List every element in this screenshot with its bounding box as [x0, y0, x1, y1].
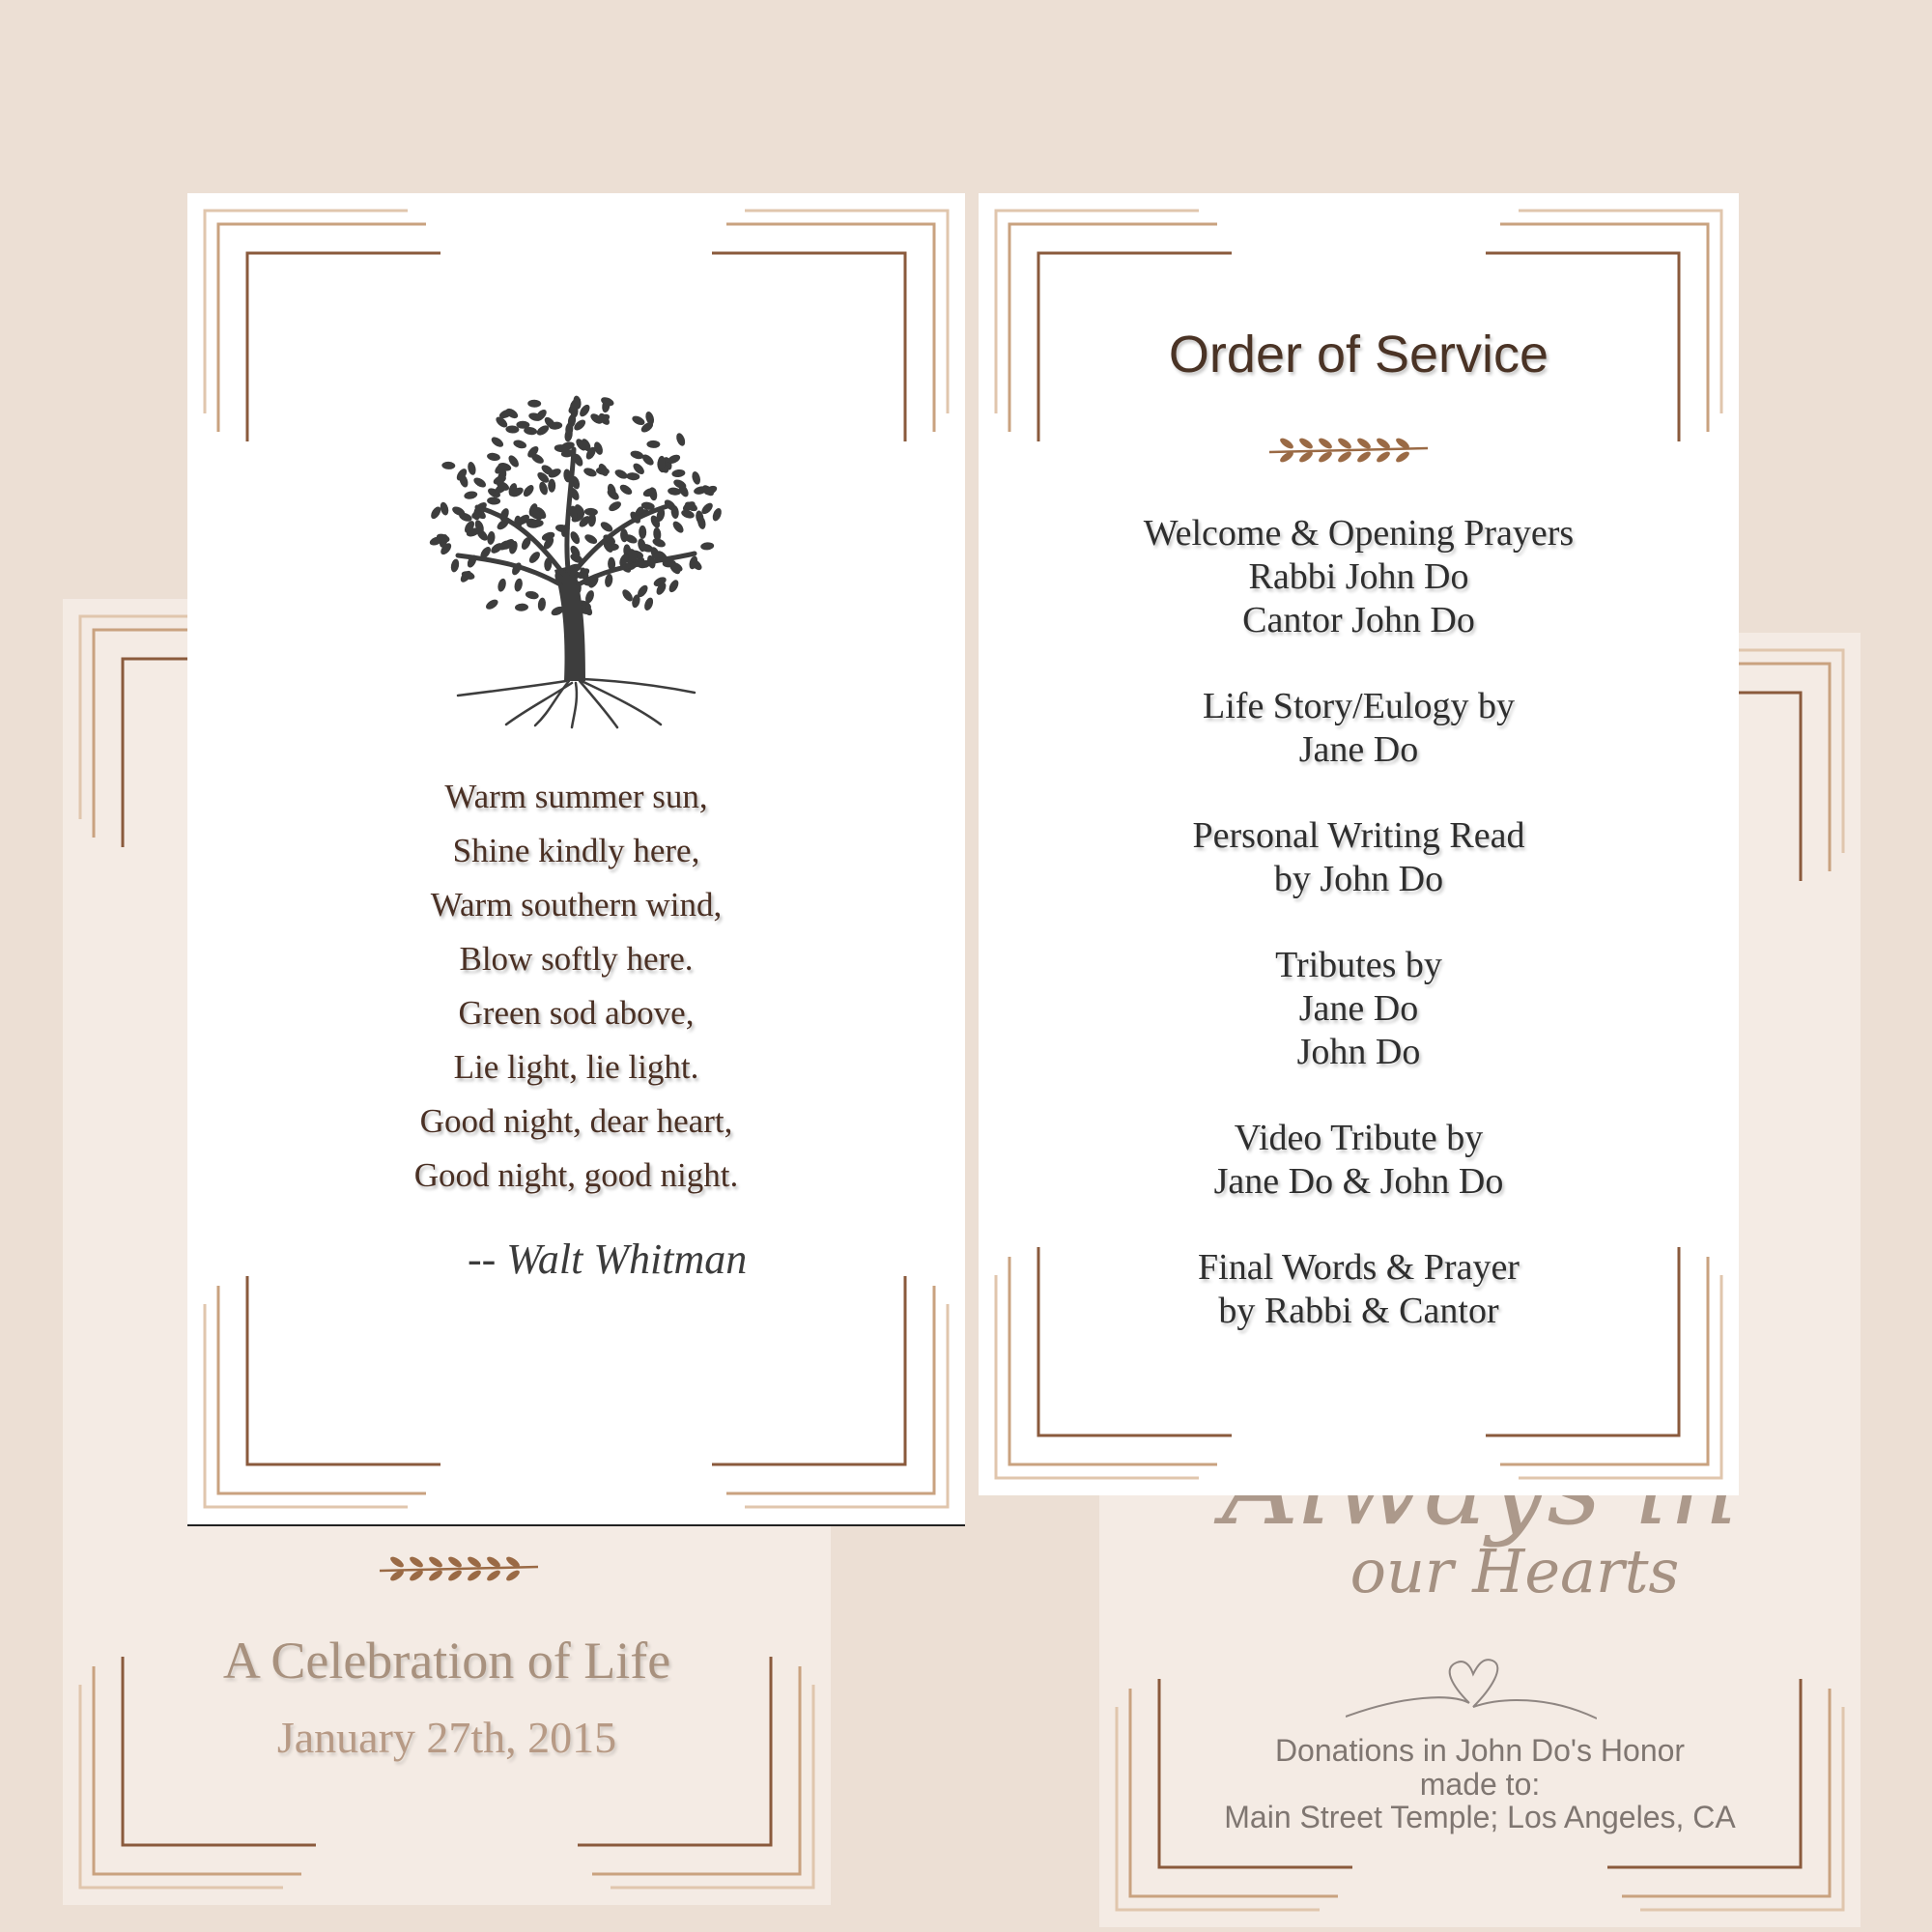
donation-line: Donations in John Do's Honor	[1274, 1733, 1686, 1768]
celebration-title: A Celebration of Life	[222, 1632, 671, 1690]
donation-line: made to:	[1419, 1766, 1541, 1802]
poem-line: Warm southern wind,	[430, 886, 723, 923]
poem-line: Shine kindly here,	[452, 832, 700, 869]
service-program	[979, 512, 1739, 1376]
service-item	[979, 814, 1739, 901]
order-of-service-card	[979, 193, 1739, 1495]
poem-line: Good night, good night.	[413, 1156, 739, 1194]
leaf-ornament-icon	[1262, 429, 1435, 471]
service-title: Order of Service	[1168, 326, 1549, 384]
poem-author: -- Walt Whitman	[468, 1236, 748, 1283]
poem-line: Warm summer sun,	[444, 778, 708, 815]
poem-line: Lie light, lie light.	[453, 1048, 699, 1086]
leaf-ornament-icon	[372, 1548, 546, 1590]
service-line: Final Words & Prayer	[1198, 1247, 1520, 1288]
service-line: Life Story/Eulogy by	[1203, 686, 1515, 726]
service-line: Welcome & Opening Prayers	[1143, 513, 1575, 554]
donation-text	[1099, 1734, 1861, 1834]
script-line-2: our Hearts	[1350, 1536, 1680, 1606]
poem-card	[187, 193, 965, 1524]
service-line: Personal Writing Read	[1192, 815, 1525, 856]
tree-of-life-icon	[419, 391, 728, 729]
service-line: John Do	[1296, 1032, 1421, 1072]
poem-line: Green sod above,	[458, 994, 695, 1032]
poem-line: Good night, dear heart,	[419, 1102, 733, 1140]
service-item	[979, 685, 1739, 772]
service-line: Jane Do	[1298, 988, 1419, 1029]
donation-line: Main Street Temple; Los Angeles, CA	[1224, 1800, 1736, 1835]
service-line: Jane Do & John Do	[1213, 1161, 1504, 1202]
service-item	[979, 512, 1739, 642]
service-item	[979, 944, 1739, 1074]
service-line: Video Tribute by	[1234, 1118, 1484, 1158]
service-line: by Rabbi & Cantor	[1218, 1291, 1499, 1331]
service-item	[979, 1117, 1739, 1204]
celebration-date: January 27th, 2015	[276, 1713, 617, 1762]
service-item	[979, 1246, 1739, 1333]
service-line: Tributes by	[1275, 945, 1442, 985]
service-line: Jane Do	[1298, 729, 1419, 770]
poem-line: Blow softly here.	[459, 940, 694, 978]
poem-text	[187, 770, 965, 1203]
service-line: Rabbi John Do	[1248, 556, 1469, 597]
service-line: Cantor John Do	[1242, 600, 1475, 640]
heart-flourish-icon	[1346, 1647, 1597, 1724]
service-line: by John Do	[1273, 859, 1444, 899]
